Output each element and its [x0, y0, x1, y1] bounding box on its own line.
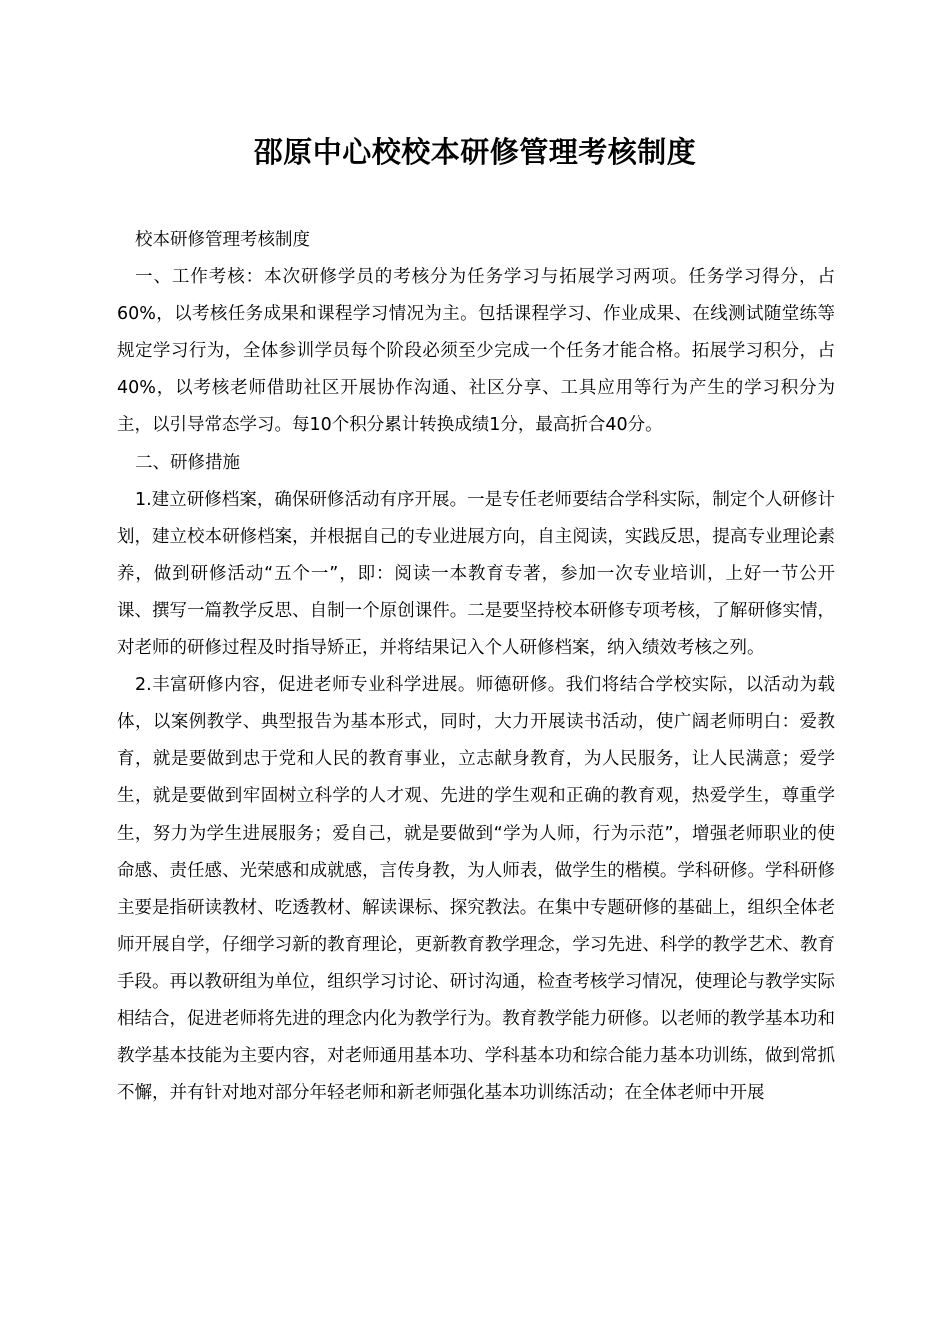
paragraph-heading-measures: 二、研修措施: [135, 452, 240, 473]
document-body: [117, 222, 835, 1112]
paragraph-measure-1: 1.建立研修档案，确保研修活动有序开展。一是专任老师要结合学科实际，制定个人研修计划，建立校本研修档案，并根据自己的专业进展方向，自主阅读，实践反思，提高专业理论素养，做到研修活动“五个一”，即：阅读一本教育专著，参加一次专业培训，上好一节公开课、撰写一篇教学反思、自制一个原创课件。二是要坚持校本研修专项考核，了解研修实情，对老师的研修过程及时指导矫正，并将结果记入个人研修档案，纳入绩效考核之列。: [117, 489, 835, 659]
paragraph-subtitle: 校本研修管理考核制度: [135, 230, 310, 250]
paragraph-measure-2: 2.丰富研修内容，促进老师专业科学进展。师德研修。我们将结合学校实际，以活动为载体，以案例教学、典型报告为基本形式，同时，大力开展读书活动，使广阔老师明白：爱教育，就是要做到忠于党和人民的教育事业，立志献身教育，为人民服务，让人民满意；爱学生，就是要做到牢固树立科学的人才观、先进的学生观和正确的教育观，热爱学生，尊重学生，努力为学生进展服务；爱自己，就是要做到“学为人师，行为示范”，增强老师职业的使命感、责任感、光荣感和成就感，言传身教，为人师表，做学生的楷模。学科研修。学科研修主要是指研读教材、吃透教材、解读课标、探究教法。在集中专题研修的基础上，组织全体老师开展自学，仔细学习新的教育理论，更新教育教学理念，学习先进、科学的教学艺术、教育手段。再以教研组为单位，组织学习讨论、研讨沟通，检查考核学习情况，使理论与教学实际相结合，促进老师将先进的理念内化为教学行为。教育教学能力研修。以老师的教学基本功和教学基本技能为主要内容，对老师通用基本功、学科基本功和综合能力基本功训练，做到常抓不懈，并有针对地对部分年轻老师和新老师强化基本功训练活动；在全体老师中开展: [117, 675, 835, 1104]
paragraph-work-assessment: 一、工作考核：本次研修学员的考核分为任务学习与拓展学习两项。任务学习得分，占60%，以考核任务成果和课程学习情况为主。包括课程学习、作业成果、在线测试随堂练等规定学习行为，全体参训学员每个阶段必须至少完成一个任务才能合格。拓展学习积分，占40%，以考核老师借助社区开展协作沟通、社区分享、工具应用等行为产生的学习积分为主，以引导常态学习。每10个积分累计转换成绩1分，最高折合40分。: [117, 267, 835, 436]
document-title: 邵原中心校校本研修管理考核制度: [253, 135, 697, 169]
